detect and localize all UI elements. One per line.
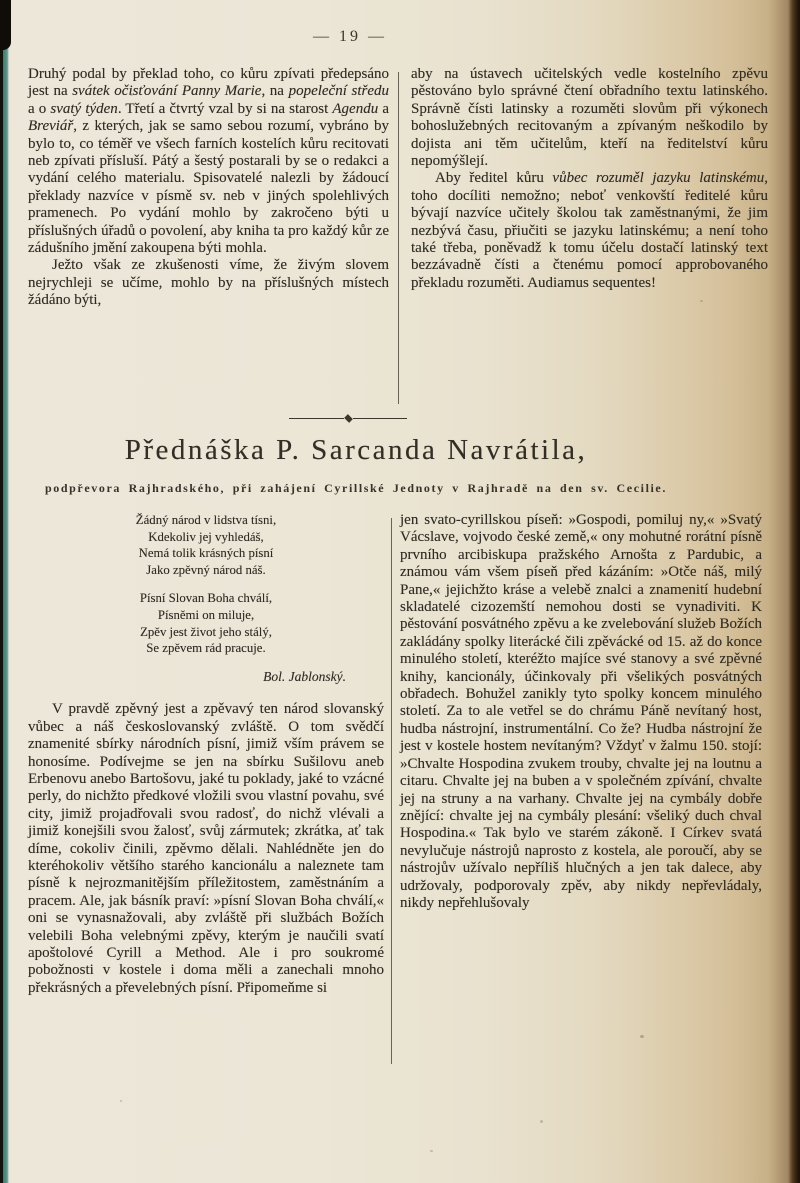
poem-stanza-1 [28, 512, 384, 578]
paragraph: Druhý podal by překlad toho, co kůru zpívati předepsáno jest na svátek očisťování Panny Marie, na popeleční středu a o svatý týden. Třetí a čtvrtý vzal by si na starost Agendu a Breviář, z kterých, jak se samo sebou rozumí, vybráno by bylo to, co téměř ve všech farních kostelích kůru recitovati neb zpívati přísluší. Pátý a šestý postarali by se o redakci a vydání celého materialu. Spisovatelé nalezli by žádoucí překlady nazvíce v písmě sv. neb v jiných spolehlivých pramenech. Po vydání mohlo by zakročeno býti u příslušných úřadů o povolení, aby kniha ta pro každý kůr ze zádušního jmění zakoupena býti mohla. [28, 66, 389, 257]
poem-line: Kdekoliv jej vyhledáš, [148, 529, 264, 544]
corner-shadow [0, 0, 11, 50]
column-divider-rule [391, 518, 392, 1064]
paragraph: aby na ústavech učitelských vedle kostelního zpěvu pěstováno bylo správné čtení obřadního textu latinského. Správně čísti latinsky a rozuměti slovům při výkonech bohoslužebných recitovaným a zpívaným neškodilo by dojista ani těm učitelům, kteří na ředitelství kůru nepomýšlejí. [411, 66, 768, 170]
poem [28, 512, 384, 685]
poem-line: Zpěv jest život jeho stálý, [140, 624, 272, 639]
lower-right-column [400, 512, 762, 912]
book-spine-shadow [788, 0, 800, 1183]
lecture-header [0, 434, 712, 496]
paragraph: jen svato-cyrillskou píseň: »Gospodi, pomiluj ny,« »Svatý Vácslave, vojvodo české země,« ony mohutné rorátní písně prvního arcibiskupa pražského Arnošta z Pardubic, a známou vám všem píseň před kázáním: »Otče náš, milý Pane,« jejichžto kráse a velebě znalci a znamenití hudební skladatelé cizozemští nemohou dosti se vynadiviti. K pěstování posvátného zpěvu a ke zvelebování služeb Božích zakládány spolky literácké čili zpěvácké od 15. až do konce minulého století, kteréžto majíce své stanovy a své zpěvné knihy, kancionály, účinkovaly při všelikých posvátných obřadech. Bohužel zanikly tyto spolky koncem minulého století. Za to ale vetřel se do chrámu Páně nevítaný host, hudba nástrojní, instrumentální. Co že? Hudba nástrojní že jest v kostele hostem nevítaným? Vždyť v žalmu 150. stojí: »Chvalte Hospodina zvukem trouby, chvalte jej na loutnu a citaru. Chvalte jej na buben a v společném zpívání, chvalte jej na struny a na varhany. Chvalte jej na cymbály dobře znějící: chvalte jej na cymbály plesání: všeliký duch chval Hospodina.« Tak bylo ve starém zákoně. I Církev svatá nevylučuje nástrojů naprosto z kostela, ale poroučí, aby se nástrojův užívalo nepříliš hlučných a jen tak dalece, aby udržovaly, podporovaly zpěv, aby nikdy nepřevládaly, nikdy nepřehlušovaly [400, 512, 762, 911]
poem-line: Jako zpěvný národ náš. [146, 562, 266, 577]
divider-line [289, 418, 344, 420]
divider-diamond-icon [344, 414, 353, 423]
poem-stanza-2 [28, 590, 384, 656]
divider-line [353, 418, 408, 420]
section-divider [289, 414, 407, 423]
top-right-column [411, 66, 768, 292]
paragraph: Ježto však ze zkušenosti víme, že živým slovem nejrychleji se učíme, mohlo by na příslušných místech žádáno býti, [28, 257, 389, 309]
lecture-subtitle: podpřevora Rajhradského, při zahájení Cyrillské Jednoty v Rajhradě na den sv. Cecilie. [45, 481, 667, 495]
poem-line: Žádný národ v lidstva tísni, [135, 513, 277, 527]
poem-author: Bol. Jablonský. [263, 668, 346, 684]
poem-line: Nemá tolik krásných písní [138, 546, 274, 561]
paragraph: Aby ředitel kůru vůbec rozuměl jazyku latinskému, toho docíliti nemožno; neboť venkovští ředitelé kůru bývají nazvíce učitely školou tak zaměstnanými, že jim nezbývá času, přiučiti se jazyku latinskému; a není toho také třeba, poněvadž k tomu účelu dostačí latinský text bezzávadně čísti a čtenému pomocí approbovaného překladu rozuměti. Audiamus sequentes! [411, 170, 769, 291]
lower-left-column [28, 512, 384, 997]
book-edge-teal [3, 0, 9, 1183]
top-left-column [28, 66, 389, 310]
paragraph: V pravdě zpěvný jest a zpěvavý ten národ slovanský vůbec a náš českoslovanský zvláště. O tom svědčí znamenité sbírky národních písní, jimiž vším právem se honosíme. Podívejme se jen na sbírku Sušilovu aneb Erbenovu anebo Bartošovu, jaké tu poklady, jaké to vzácné perly, do nichžto předkové vložili svou vlastní povahu, své city, jimiž projadřovali svou radosť, do nichž vlévali a jimiž konejšili svou žalosť, svůj zármutek; zkrátka, ať tak díme, cokoliv činili, zpěvmo dělali. Nahlédněte jen do kteréhokoliv většího starého kancionálu a naleznete tam písně k nejrozmanitějším příležitostem, zaměstnáním a pracem. Ale, jak básník praví: »písní Slovan Boha chválí,« oni se vynasnažovali, aby zvláště při službách Božích velebili Boha velebnými zpěvy, kterým je naučili svatí apoštolové Cyrill a Method. Ale i pro soukromé pobožnosti v kostele i doma měli a zanechali mnoho překrásných a převelebných písní. Připomeňme si [28, 701, 384, 996]
poem-line: Písněmi on miluje, [157, 607, 255, 622]
lecture-title: Přednáška P. Sarcanda Navrátila, [124, 434, 588, 466]
poem-line: Se zpěvem rád pracuje. [146, 641, 266, 656]
page-number: — 19 — [313, 28, 387, 45]
poem-line: Písní Slovan Boha chválí, [139, 591, 273, 606]
column-divider-rule [398, 72, 399, 404]
